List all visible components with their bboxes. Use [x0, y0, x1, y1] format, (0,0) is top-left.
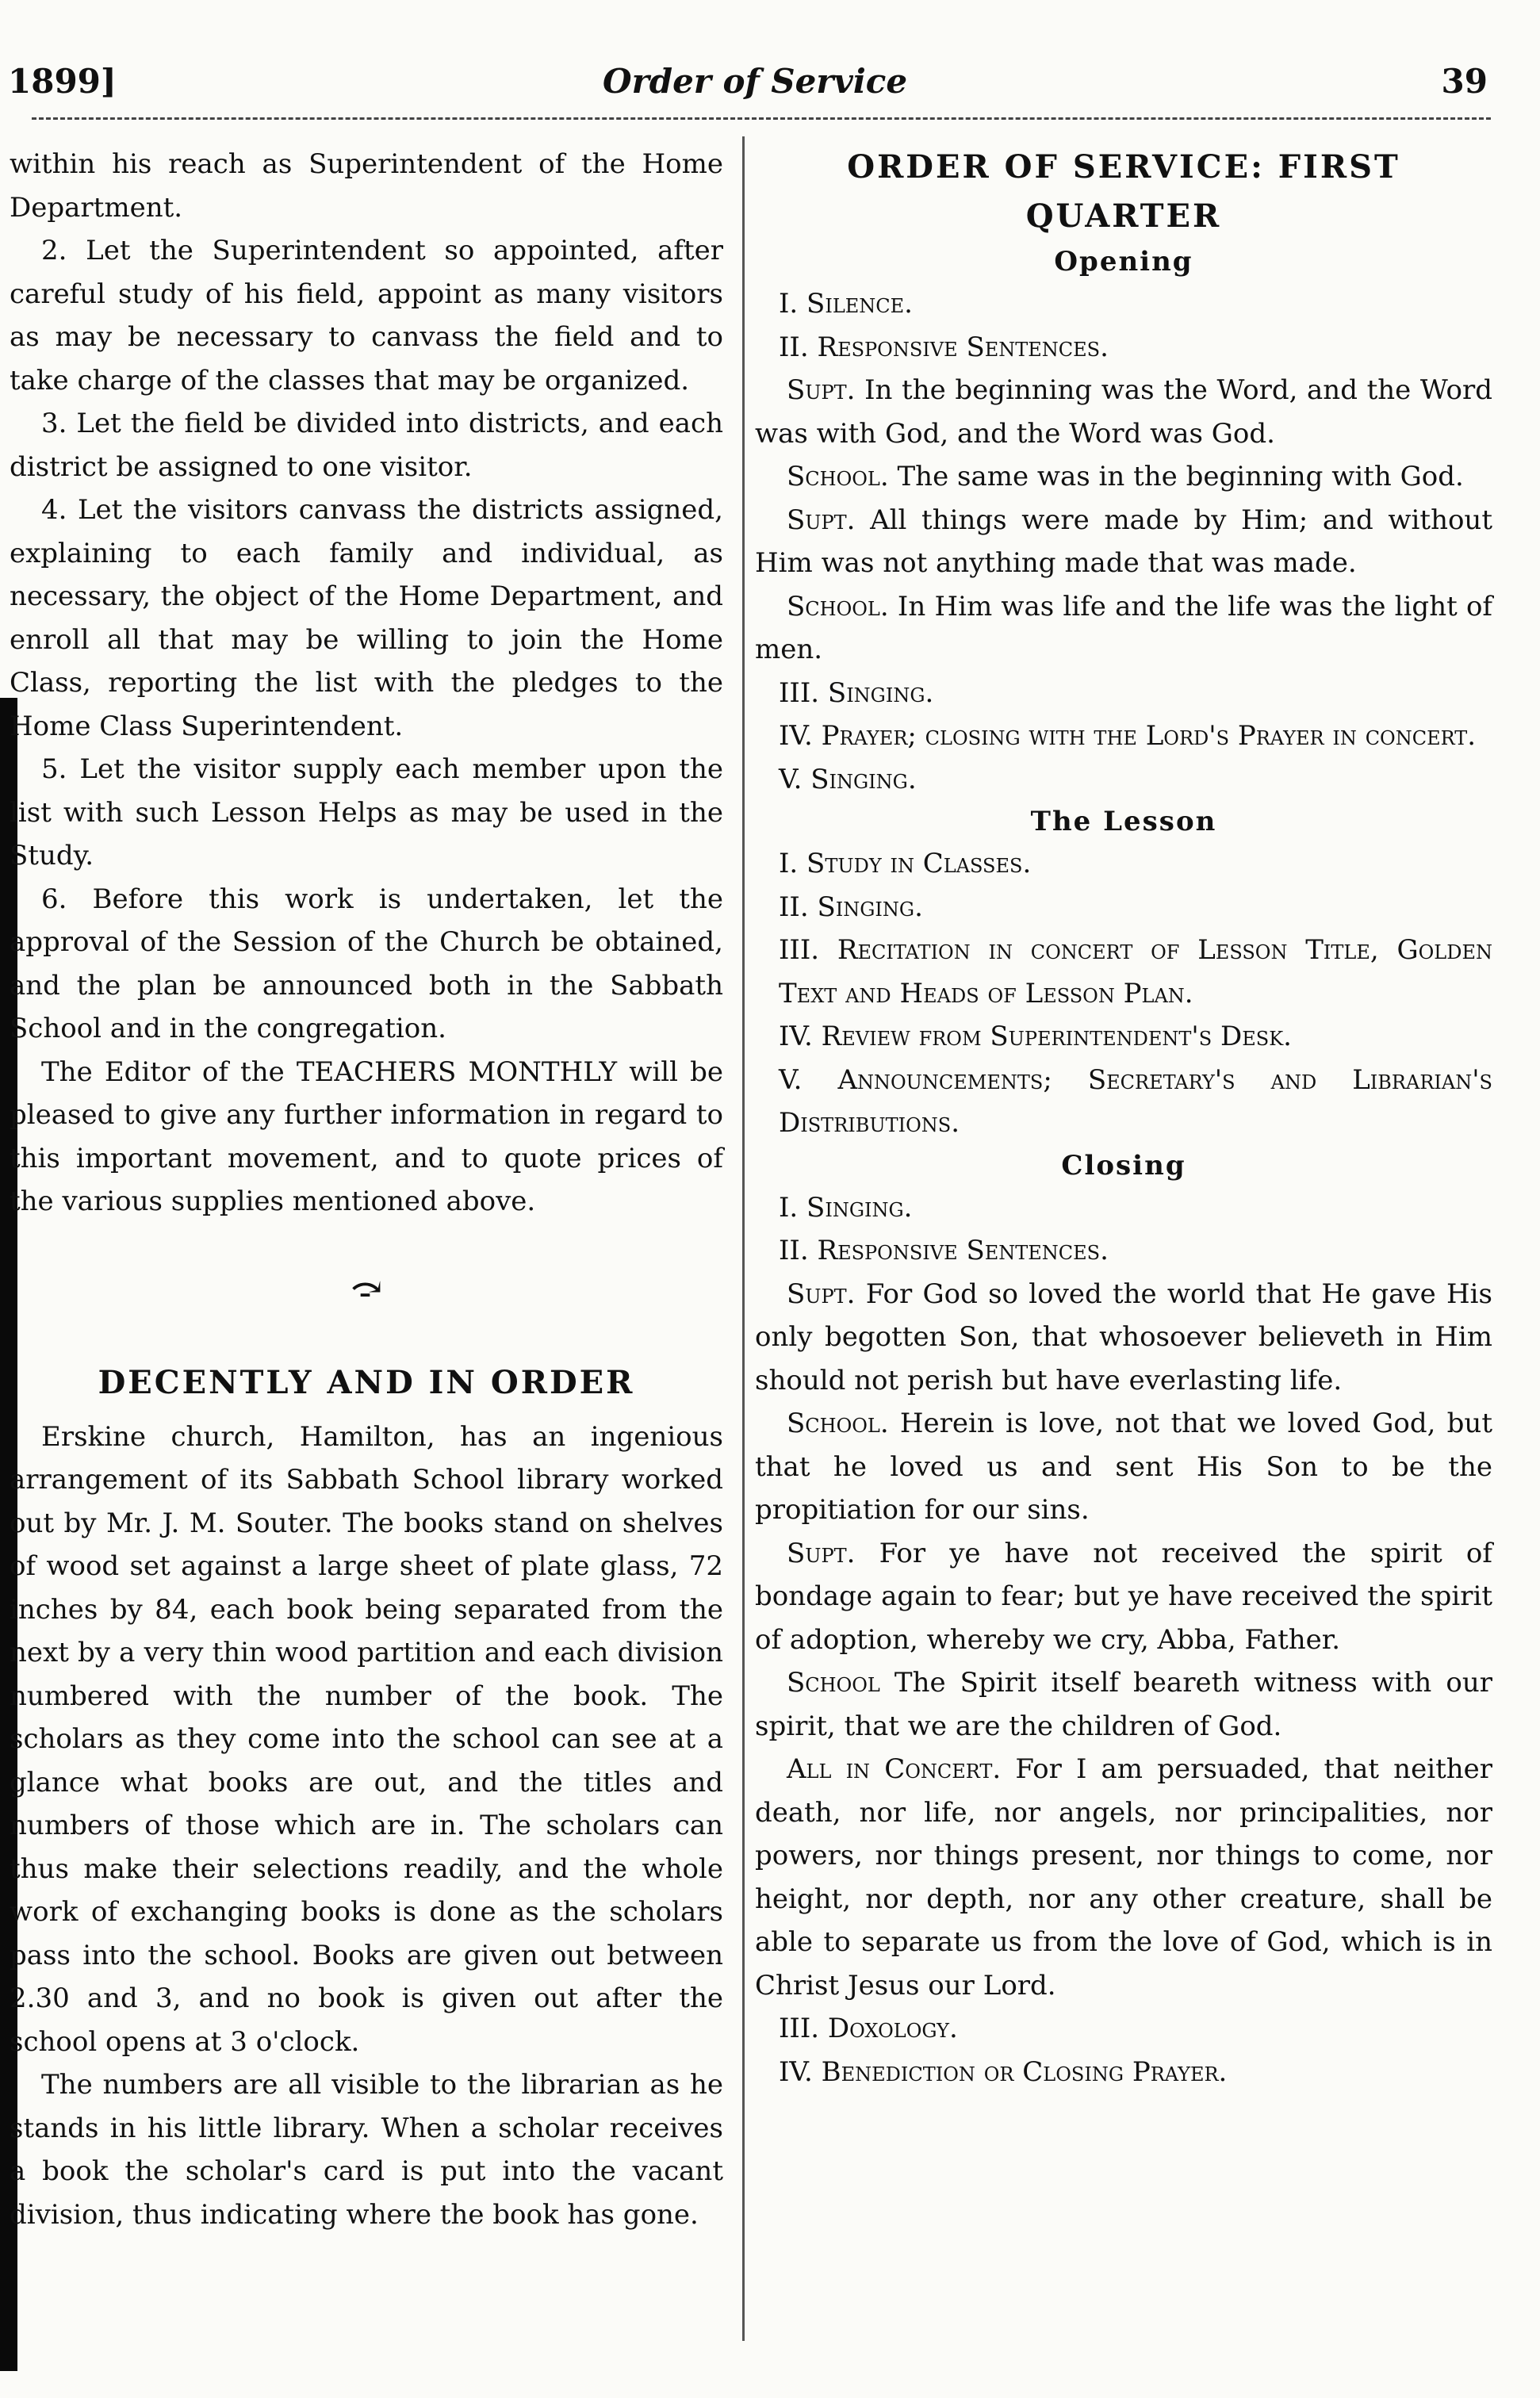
ornament-icon: ⤼	[350, 1264, 383, 1309]
closing-heading: Closing	[1061, 1149, 1186, 1182]
response-text: All things were made by Him; and without Him was not anything made that was made.	[755, 504, 1492, 579]
response-text: In Him was life and the life was the light of men.	[755, 590, 1493, 665]
header-rule	[32, 117, 1491, 120]
service-item: IV. Prayer; closing with the Lord's Prayer in concert.	[779, 720, 1477, 752]
speaker: School.	[787, 1408, 889, 1439]
header-title: Order of Service	[603, 62, 908, 101]
service-item: V. Singing.	[779, 763, 917, 795]
responsive-sentence	[755, 369, 1492, 455]
speaker: School.	[787, 590, 889, 622]
header-year: 1899]	[8, 62, 117, 101]
service-item: III. Doxology.	[779, 2013, 958, 2044]
service-item: II. Singing.	[779, 891, 923, 923]
service-item: IV. Review from Superintendent's Desk.	[779, 1021, 1292, 1052]
left-column	[10, 143, 723, 2236]
service-item: V. Announcements; Secretary's and Librarian's Distributions.	[779, 1063, 1492, 1139]
paragraph: 2. Let the Superintendent so appointed, after careful study of his field, appoint as many visitors as may be necessary to canvass the field and to take charge of the classes that may be organized.	[10, 235, 723, 396]
service-item: IV. Benediction or Closing Prayer.	[779, 2055, 1228, 2088]
paragraph: 4. Let the visitors canvass the districts assigned, explaining to each family and individual, as necessary, the object of the Home Department, and enroll all that may be willing to join the Home Class, reporting the list with the pledges to the Home Class Superintendent.	[10, 494, 723, 742]
responsive-sentence	[755, 1402, 1492, 1532]
service-item: II. Responsive Sentences.	[779, 1235, 1109, 1266]
speaker: Supt.	[787, 1278, 856, 1310]
responsive-sentence	[755, 499, 1492, 585]
responsive-sentence	[755, 585, 1492, 672]
responsive-sentence	[755, 1748, 1492, 2007]
speaker: School	[787, 1667, 880, 1699]
responsive-sentence	[755, 1273, 1492, 1403]
right-column	[755, 143, 1492, 2093]
paragraph: The numbers are all visible to the librarian as he stands in his little library. When a scholar receives a book the scholar's card is put into the vacant division, thus indicating where the book has gone.	[10, 2069, 723, 2231]
service-item: I. Study in Classes.	[779, 848, 1032, 879]
paragraph: 6. Before this work is undertaken, let the approval of the Session of the Church be obtained, and the plan be announced both in the Sabbath School and in the congregation.	[10, 883, 723, 1044]
paragraph: 3. Let the field be divided into districts, and each district be assigned to one visitor.	[10, 408, 723, 483]
page-number: 39	[1441, 62, 1488, 101]
response-text: For ye have not received the spirit of bondage again to fear; but ye have received the spirit of adoption, whereby we cry, Abba, Father.	[755, 1537, 1492, 1656]
response-text: For I am persuaded, that neither death, nor life, nor angels, nor principalities, nor powers, nor things present, nor things to come, nor height, nor depth, nor any other creature, shall be able to separate us from the love of God, which is in Christ Jesus our Lord.	[755, 1753, 1493, 2002]
order-of-service-heading: ORDER OF SERVICE: FIRST QUARTER	[847, 148, 1400, 235]
section-heading: DECENTLY AND IN ORDER	[98, 1363, 635, 1401]
service-item: III. Singing.	[779, 676, 934, 709]
speaker: All in Concert.	[787, 1753, 1002, 1785]
service-item: II. Responsive Sentences.	[779, 331, 1109, 363]
responsive-sentence	[755, 1661, 1492, 1748]
responsive-sentence	[755, 455, 1492, 499]
service-item: I. Singing.	[779, 1191, 913, 1224]
response-text: For God so loved the world that He gave His only begotten Son, that whosoever believeth in Him should not perish but have everlasting life.	[755, 1278, 1492, 1396]
service-item: I. Silence.	[779, 288, 913, 320]
paragraph: The Editor of the TEACHERS MONTHLY will be pleased to give any further information in regard to this important movement, and to quote prices of the various supplies mentioned above.	[10, 1055, 723, 1217]
response-text: The Spirit itself beareth witness with our spirit, that we are the children of God.	[755, 1667, 1492, 1742]
opening-heading: Opening	[1054, 246, 1193, 278]
response-text: Herein is love, not that we loved God, but that he loved us and sent His Son to be the propitiation for our sins.	[755, 1408, 1492, 1526]
running-head	[0, 62, 1540, 117]
service-item: III. Recitation in concert of Lesson Title, Golden Text and Heads of Lesson Plan.	[779, 934, 1492, 1009]
paragraph: 5. Let the visitor supply each member upon the list with such Lesson Helps as may be used in the Study.	[10, 753, 723, 871]
speaker: Supt.	[787, 1537, 856, 1569]
paragraph: Erskine church, Hamilton, has an ingenious arrangement of its Sabbath School library worked out by Mr. J. M. Souter. The books stand on shelves of wood set against a large sheet of plate glass, 72 inches by 84, each book being separated from the next by a very thin wood partition and each division numbered with the number of the book. The scholars as they come into the school can see at a glance what books are out, and the titles and numbers of those which are in. The scholars can thus make their selections readily, and the whole work of exchanging books is done as the scholars pass into the school. Books are given out between 2.30 and 3, and no book is given out after the school opens at 3 o'clock.	[10, 1420, 723, 2058]
response-text: The same was in the beginning with God.	[897, 461, 1464, 492]
lesson-heading: The Lesson	[1030, 806, 1217, 837]
column-divider	[742, 136, 745, 2341]
response-text: In the beginning was the Word, and the Word was with God, and the Word was God.	[755, 374, 1492, 450]
speaker: Supt.	[787, 374, 856, 406]
paragraph: within his reach as Superintendent of the Home Department.	[10, 148, 723, 224]
speaker: Supt.	[787, 504, 856, 536]
speaker: School.	[787, 461, 889, 492]
responsive-sentence	[755, 1532, 1492, 1662]
